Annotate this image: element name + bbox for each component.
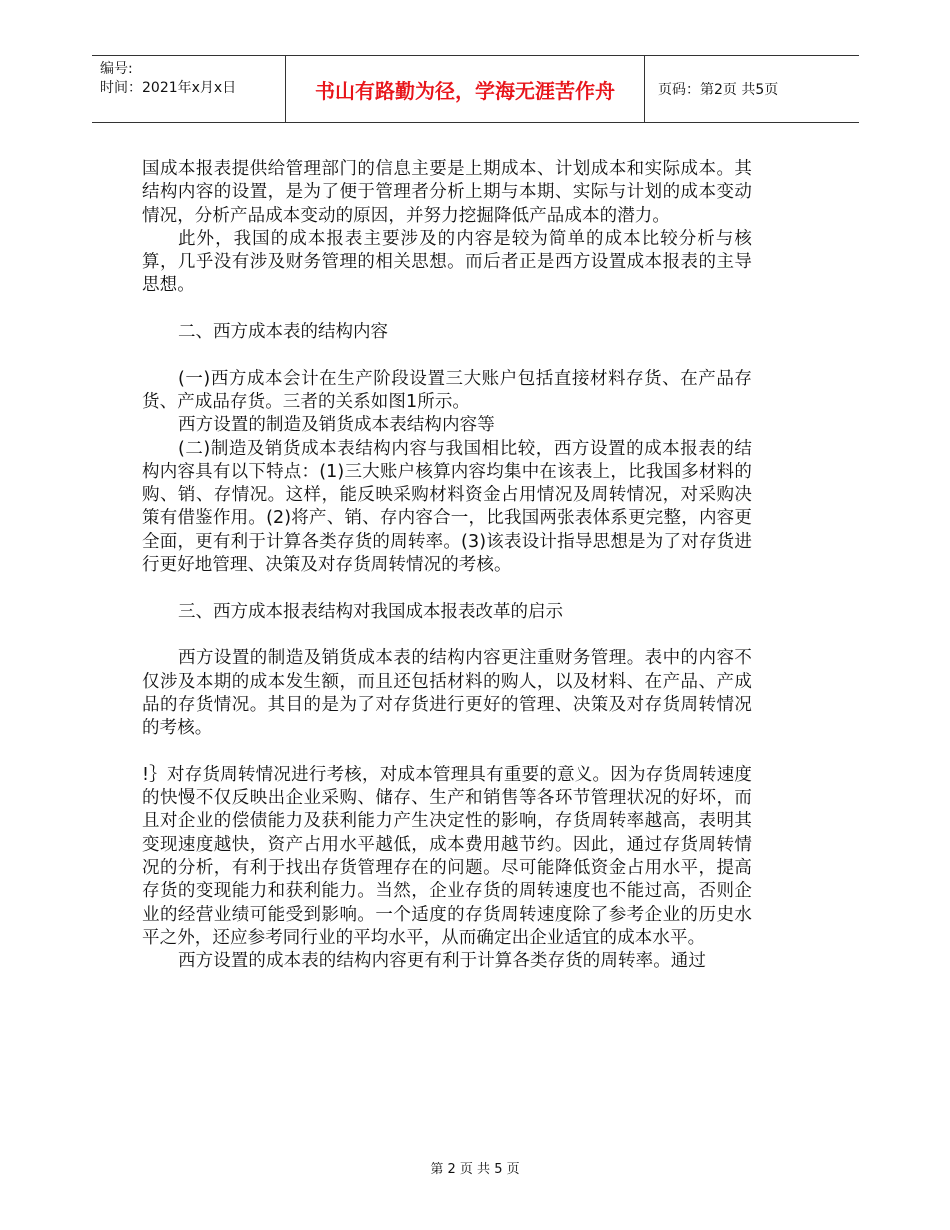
header-motto: 书山有路勤为径，学海无涯苦作舟 [315, 78, 615, 103]
paragraph-3: (一)西方成本会计在生产阶段设置三大账户包括直接材料存货、在产品存货、产成品存货。三者的关系如图1所示。 [142, 368, 752, 412]
section-heading-3: 三、西方成本报表结构对我国成本报表改革的启示 [178, 601, 563, 622]
header-motto-cell [285, 56, 645, 122]
paragraph-7: !｝对存货周转情况进行考核，对成本管理具有重要的意义。因为存货周转速度的快慢不仅反映出企业采购、储存、生产和销售等各环节管理状况的好坏，而且对企业的偿债能力及获利能力产生决定性的影响，存货周转率越高，表明其变现速度越快，资产占用水平越低，成本费用越节约。因此，通过存货周转情况的分析，有利于找出存货管理存在的问题。尽可能降低资金占用水平，提高存货的变现能力和获利能力。当然，企业存货的周转速度也不能过高，否则企业的经营业绩可能受到影响。一个适度的存货周转速度除了参考企业的历史水平之外，还应参考同行业的平均水平，从而确定出企业适宜的成本水平。 [142, 764, 752, 948]
page-footer: 第 2 页 共 5 页 [430, 1162, 520, 1177]
paragraph-6: 西方设置的制造及销货成本表的结构内容更注重财务管理。表中的内容不仅涉及本期的成本发生额，而且还包括材料的购人，以及材料、在产品、产成品的存货情况。其目的是为了对存货进行更好的管理、决策及对存货周转情况的考核。 [142, 648, 752, 739]
time-label: 时间：2021年x月x日 [100, 80, 237, 96]
section-heading-2: 二、西方成本表的结构内容 [178, 322, 388, 343]
paragraph-5: (二)制造及销货成本表结构内容与我国相比较，西方设置的成本报表的结构内容具有以下特点：(1)三大账户核算内容均集中在该表上，比我国多材料的购、销、存情况。这样，能反映采购材料资金占用情况及周转情况，对采购决策有借鉴作用。(2)将产、销、存内容合一，比我国两张表体系更完整，内容更全面，更有利于计算各类存货的周转率。(3)该表设计指导思想是为了对存货进行更好地管理、决策及对存货周转情况的考核。 [142, 438, 752, 576]
header-page-info: 页码：第2页 共5页 [658, 82, 779, 98]
page-header [92, 55, 859, 123]
paragraph-1: 国成本报表提供给管理部门的信息主要是上期成本、计划成本和实际成本。其结构内容的设置，是为了便于管理者分析上期与本期、实际与计划的成本变动情况，分析产品成本变动的原因，并努力挖掘降低产品成本的潜力。 [142, 159, 752, 226]
paragraph-8: 西方设置的成本表的结构内容更有利于计算各类存货的周转率。通过 [178, 951, 706, 972]
serial-label: 编号: [100, 61, 133, 77]
header-meta [100, 60, 236, 98]
paragraph-4: 西方设置的制造及销货成本表结构内容等 [178, 415, 495, 436]
paragraph-2: 此外，我国的成本报表主要涉及的内容是较为简单的成本比较分析与核算，几乎没有涉及财务管理的相关思想。而后者正是西方设置成本报表的主导思想。 [142, 228, 752, 296]
document-body [142, 158, 752, 973]
